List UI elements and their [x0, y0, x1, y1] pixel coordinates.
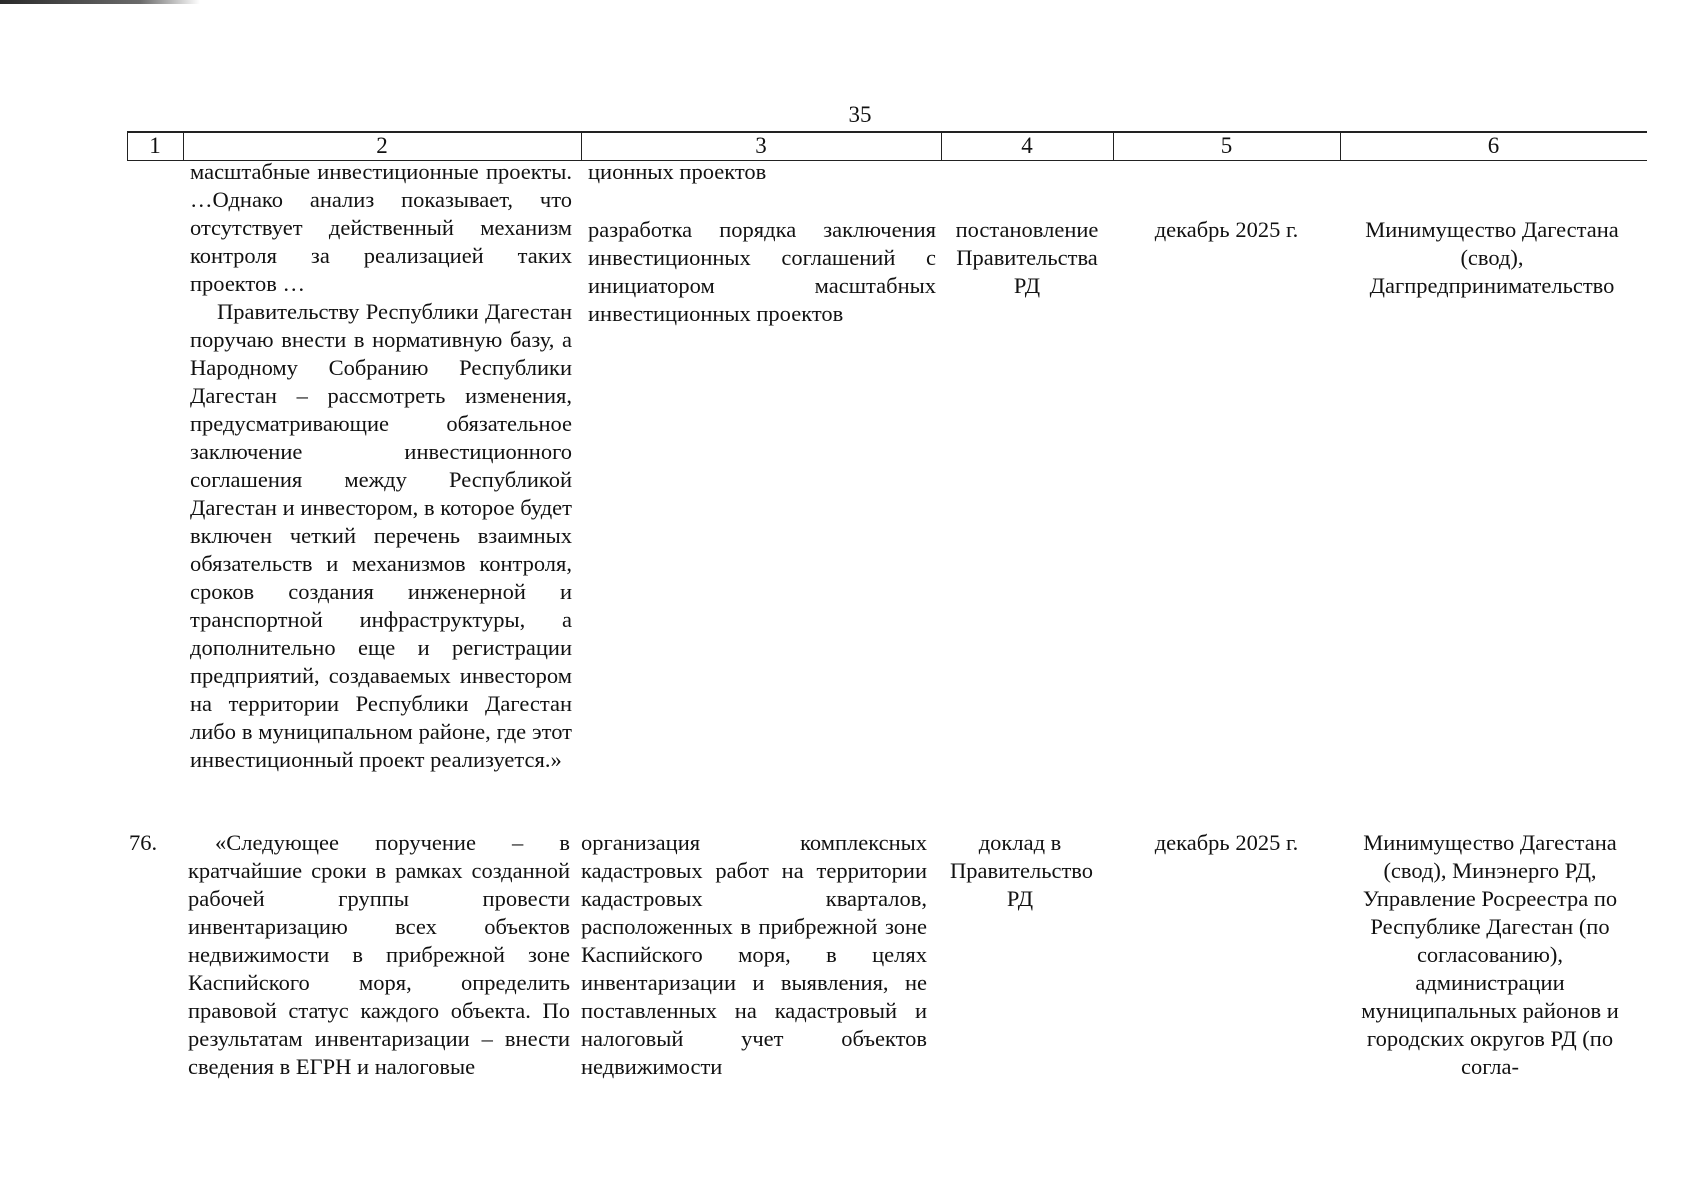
deadline-cell: декабрь 2025 г. [1154, 830, 1299, 855]
instruction-text-cell [190, 158, 572, 774]
measure-cell: организация комплексных кадастровых работ на территории кадастровых кварталов, расположенных в прибрежной зоне Каспийского моря, в целях инвентаризации и выявления, не поставленных на кадастровый и налоговый учет объектов недвижимости [581, 830, 927, 1079]
scan-edge-shadow [0, 0, 200, 4]
column-header-1: 1 [149, 133, 161, 158]
column-header-6: 6 [1487, 133, 1500, 158]
column-header-4: 4 [1021, 133, 1033, 158]
instruction-paragraph: «Следующее поручение – в кратчайшие сроки в рамках созданной рабочей группы провести инвентаризацию всех объектов недвижимости в прибрежной зоне Каспийского моря, определить правовой статус каждого объекта. По результатам инвентаризации – внести сведения в ЕГРН и налоговые [188, 830, 570, 1079]
result-form-cell: доклад в Правительство РД [950, 830, 1093, 911]
instruction-paragraph: масштабные инвестиционные проекты. …Однако анализ показывает, что отсутствует действенный механизм контроля за реализацией таких проектов … [190, 159, 572, 296]
column-header-3: 3 [755, 133, 767, 158]
responsible-cell: Минимущество Дагестана (свод), Дагпредпринимательство [1365, 217, 1619, 298]
responsible-cell: Минимущество Дагестана (свод), Минэнерго РД, Управление Росреестра по Республике Дагестан (по согласованию), администрации муниципальных районов и городских округов РД (по согла- [1361, 830, 1619, 1079]
measure-cell: разработка порядка заключения инвестиционных соглашений с инициатором масштабных инвестиционных проектов [588, 217, 936, 326]
column-header-2: 2 [376, 133, 388, 158]
instruction-text-cell [188, 829, 570, 1081]
instruction-paragraph: Правительству Республики Дагестан поручаю внести в нормативную базу, а Народному Собранию Республики Дагестан – рассмотреть изменения, предусматривающие обязательное заключение инвестиционного соглашения между Республикой Дагестан и инвестором, в которое будет включен четкий перечень взаимных обязательств и механизмов контроля, сроков создания инженерной и транспортной инфраструктуры, а дополнительно еще и регистрации предприятий, создаваемых инвестором на территории Республики Дагестан либо в муниципальном районе, где этот инвестиционный проект реализуется.» [190, 299, 572, 772]
result-form-cell: постановление Правительства РД [955, 217, 1099, 298]
row-number: 76. [129, 830, 158, 855]
page-number: 35 [848, 102, 872, 127]
column-header-5: 5 [1220, 133, 1233, 158]
measure-continuation: ционных проектов [588, 159, 767, 184]
deadline-cell: декабрь 2025 г. [1154, 217, 1299, 242]
